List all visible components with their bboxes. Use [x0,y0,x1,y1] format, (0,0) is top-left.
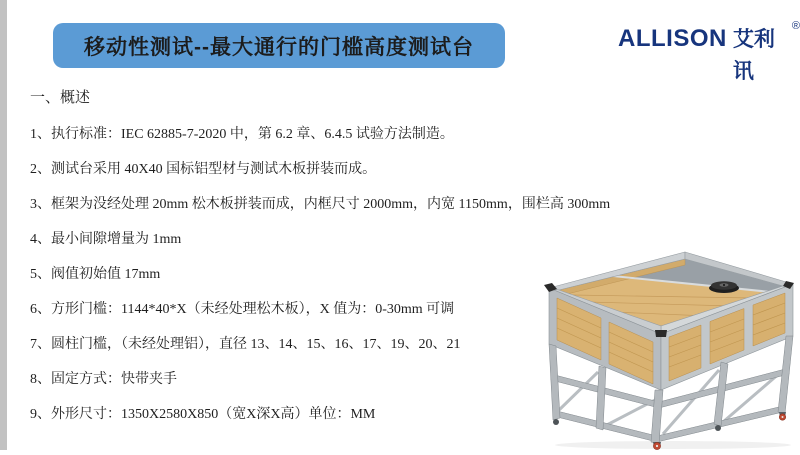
registered-trademark-icon: ® [791,20,800,32]
slide-left-edge [0,0,7,450]
spec-item-8: 8、固定方式：快带夹手 [30,372,177,387]
spec-item-7: 7、圆柱门槛，（未经处理铝），直径 13、14、15、16、17、19、20、21 [30,337,461,352]
spec-item-2: 2、测试台采用 40X40 国标铝型材与测试木板拼装而成。 [30,162,377,177]
overview-heading: 一、概述 [30,90,91,106]
product-photo-test-bench [543,250,800,450]
spec-item-1: 1、执行标准：IEC 62885-7-2020 中，第 6.2 章、6.4.5 试验方法制造。 [30,127,454,142]
title-banner [53,23,505,68]
page-title: 移动性测试--最大通行的门槛高度测试台 [84,35,474,59]
brand-name-latin: ALLISON [618,25,727,52]
spec-item-6: 6、方形门槛：1144*40*X（未经处理松木板），X 值为：0-30mm 可调 [30,302,455,317]
spec-item-9: 9、外形尺寸：1350X2580X850（宽X深X高）单位：MM [30,407,376,422]
brand-logo [618,20,800,83]
spec-item-5: 5、阀值初始值 17mm [30,267,161,282]
spec-item-4: 4、最小间隙增量为 1mm [30,232,182,247]
brand-name-cjk: 艾利讯 [732,28,775,83]
spec-item-3: 3、框架为没经处理 20mm 松木板拼装而成，内框尺寸 2000mm，内宽 1150mm，围栏高 300mm [30,197,611,212]
